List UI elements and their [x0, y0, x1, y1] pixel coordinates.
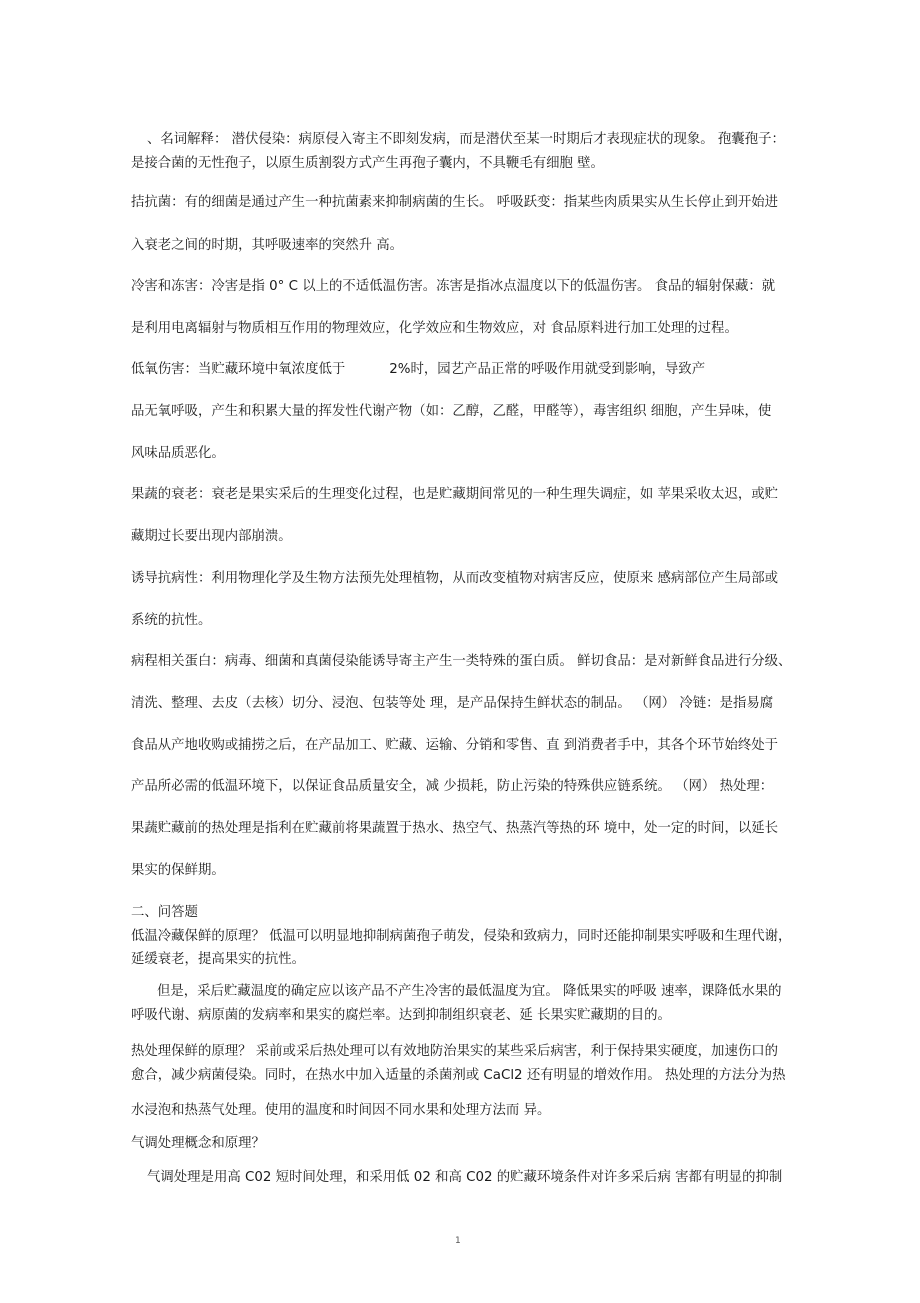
text-line: 是利用电离辐射与物质相互作用的物理效应，化学效应和生物效应，对 食品原料进行加工处理的过程。 [131, 321, 738, 336]
text-line: 气调处理是用高 C02 短时间处理，和采用低 02 和高 C02 的贮藏环境条件对许多采后病 害都有明显的抑制 [147, 1170, 783, 1185]
text-line: 果蔬的衰老：衰老是果实采后的生理变化过程，也是贮藏期间常见的一种生理失调症，如 苹果采收太迟，或贮 [131, 487, 779, 502]
text-line: 延缓衰老，提高果实的抗性。 [131, 952, 306, 967]
text-line: 气调处理概念和原理？ [131, 1136, 265, 1151]
text-line: 果实的保鲜期。 [131, 863, 225, 878]
text-line: 系统的抗性。 [131, 613, 212, 628]
text-line: 热处理保鲜的原理？ 采前或采后热处理可以有效地防治果实的某些采后病害，利于保持果实硬度，加速伤口的 [131, 1044, 779, 1059]
text-fragment: 低氧伤害：当贮藏环境中氧浓度低于 [131, 362, 346, 377]
text-line: 但是，采后贮藏温度的确定应以该产品不产生冷害的最低温度为宜。 降低果实的呼吸 速率，课降低水果的 [157, 984, 782, 999]
text-line: 风味品质恶化。 [131, 446, 225, 461]
text-line: 、名词解释： 潜伏侵染：病原侵入寄主不即刻发病，而是潜伏至某一时期后才表现症状的现象。 孢囊孢子： [147, 132, 785, 147]
text-line: 低温冷藏保鲜的原理？ 低温可以明显地抑制病菌孢子萌发，侵染和致病力，同时还能抑制果实呼吸和生理代谢， [131, 929, 792, 944]
text-fragment: 2%时，园艺产品正常的呼吸作用就受到影响，导致产 [389, 362, 706, 377]
text-line: 诱导抗病性：利用物理化学及生物方法预先处理植物，从而改变植物对病害反应，使原来 感病部位产生局部或 [131, 571, 779, 586]
page-number: 1 [455, 1236, 461, 1246]
text-line: 愈合，减少病菌侵染。同时，在热水中加入适量的杀菌剂或 CaCl2 还有明显的增效作用。 热处理的方法分为热 [131, 1068, 786, 1083]
text-line: 藏期过长要出现内部崩溃。 [131, 529, 292, 544]
text-line: 是接合菌的无性孢子，以原生质割裂方式产生再孢子囊内，不具鞭毛有细胞 壁。 [131, 156, 604, 171]
text-line: 冷害和冻害：冷害是指 0° C 以上的不适低温伤害。冻害是指冰点温度以下的低温伤害。 食品的辐射保藏：就 [131, 279, 776, 294]
text-line: 拮抗菌：有的细菌是通过产生一种抗菌素来抑制病菌的生长。 呼吸跃变：指某些肉质果实从生长停止到开始进 [131, 195, 779, 210]
text-line [131, 358, 705, 377]
text-line: 品无氧呼吸，产生和积累大量的挥发性代谢产物（如：乙醇，乙醛，甲醛等），毒害组织 细胞，产生异味，使 [131, 404, 772, 419]
section-heading: 二、问答题 [131, 905, 198, 920]
text-line: 入衰老之间的时期，其呼吸速率的突然升 高。 [131, 238, 404, 253]
text-line: 呼吸代谢、病原菌的发病率和果实的腐烂率。达到抑制组织衰老、延 长果实贮藏期的目的。 [131, 1008, 671, 1023]
text-line: 病程相关蛋白：病毒、细菌和真菌侵染能诱导寄主产生一类特殊的蛋白质。 鲜切食品：是对新鲜食品进行分级、 [131, 654, 792, 669]
text-line: 产品所必需的低温环境下，以保证食品质量安全，减 少损耗，防止污染的特殊供应链系统。 （网） 热处理： [131, 779, 774, 794]
text-line: 食品从产地收购或捕捞之后，在产品加工、贮藏、运输、分销和零售、直 到消费者手中，其各个环节始终处于 [131, 738, 779, 753]
text-line: 果蔬贮藏前的热处理是指利在贮藏前将果蔬置于热水、热空气、热蒸汽等热的环 境中，处一定的时间，以延长 [131, 821, 779, 836]
text-line: 水浸泡和热蒸气处理。使用的温度和时间因不同水果和处理方法而 异。 [131, 1103, 551, 1118]
text-line: 清洗、整理、去皮（去核）切分、浸泡、包装等处 理，是产品保持生鲜状态的制品。 （网） 冷链：是指易腐 [131, 696, 774, 711]
